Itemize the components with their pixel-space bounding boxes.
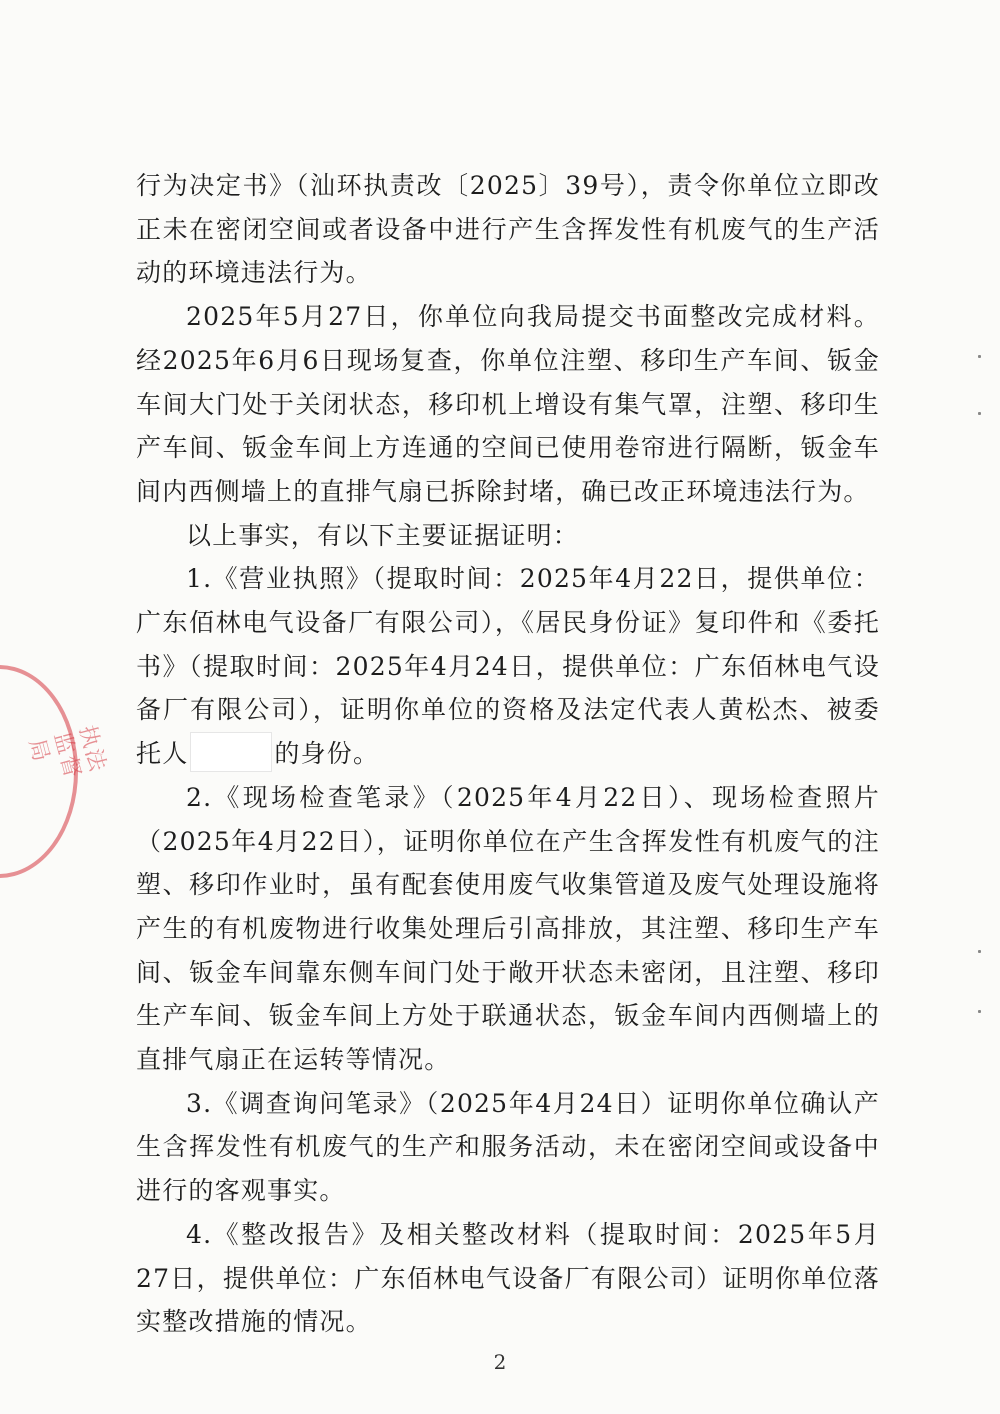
page-number: 2: [493, 1350, 507, 1374]
scan-speck: [978, 1010, 981, 1013]
scan-speck: [978, 355, 981, 358]
document-body: [136, 164, 880, 1344]
paragraph-decision-continuation: 行为决定书》（汕环执责改〔2025〕39号），责令你单位立即改正未在密闭空间或者设备中进行产生含挥发性有机废气的生产活动的环境违法行为。: [136, 171, 880, 288]
scan-speck: [978, 950, 981, 953]
evidence-item-1-tail: 的身份。: [274, 739, 380, 769]
evidence-item-2: 2.《现场检查笔录》（2025年4月22日）、现场检查照片（2025年4月22日），证明你单位在产生含挥发性有机废气的注塑、移印作业时，虽有配套使用废气收集管道及废气处理设施将产生的有机废物进行收集处理后引高排放，其注塑、移印生产车间、钣金车间靠东侧车间门处于敞开状态未密闭，且注塑、移印生产车间、钣金车间上方处于联通状态，钣金车间内西侧墙上的直排气扇正在运转等情况。: [136, 782, 880, 1075]
evidence-item-1-text: 1.《营业执照》（提取时间：2025年4月22日，提供单位：广东佰林电气设备厂有限公司），《居民身份证》复印件和《委托书》（提取时间：2025年4月24日，提供单位：广东佰林电气设备厂有限公司），证明你单位的资格及法定代表人黄松杰、被委托人: [136, 564, 880, 769]
scan-speck: [978, 412, 981, 415]
evidence-item-3: 3.《调查询问笔录》（2025年4月24日）证明你单位确认产生含挥发性有机废气的生产和服务活动，未在密闭空间或设备中进行的客观事实。: [136, 1088, 880, 1206]
seal-text: 执法监督局: [23, 722, 111, 783]
paragraph-rectification-review: 2025年5月27日，你单位向我局提交书面整改完成材料。经2025年6月6日现场复查，你单位注塑、移印生产车间、钣金车间大门处于关闭状态，移印机上增设有集气罩，注塑、移印生产车间、钣金车间上方连通的空间已使用卷帘进行隔断，钣金车间内西侧墙上的直排气扇已拆除封堵，确已改正环境违法行为。: [136, 302, 880, 506]
evidence-item-1: [136, 557, 880, 776]
redacted-name-box: [190, 732, 272, 772]
evidence-item-4: 4.《整改报告》及相关整改材料（提取时间：2025年5月27日，提供单位：广东佰林电气设备厂有限公司）证明你单位落实整改措施的情况。: [136, 1219, 880, 1337]
paragraph-evidence-intro: 以上事实，有以下主要证据证明：: [186, 520, 580, 550]
